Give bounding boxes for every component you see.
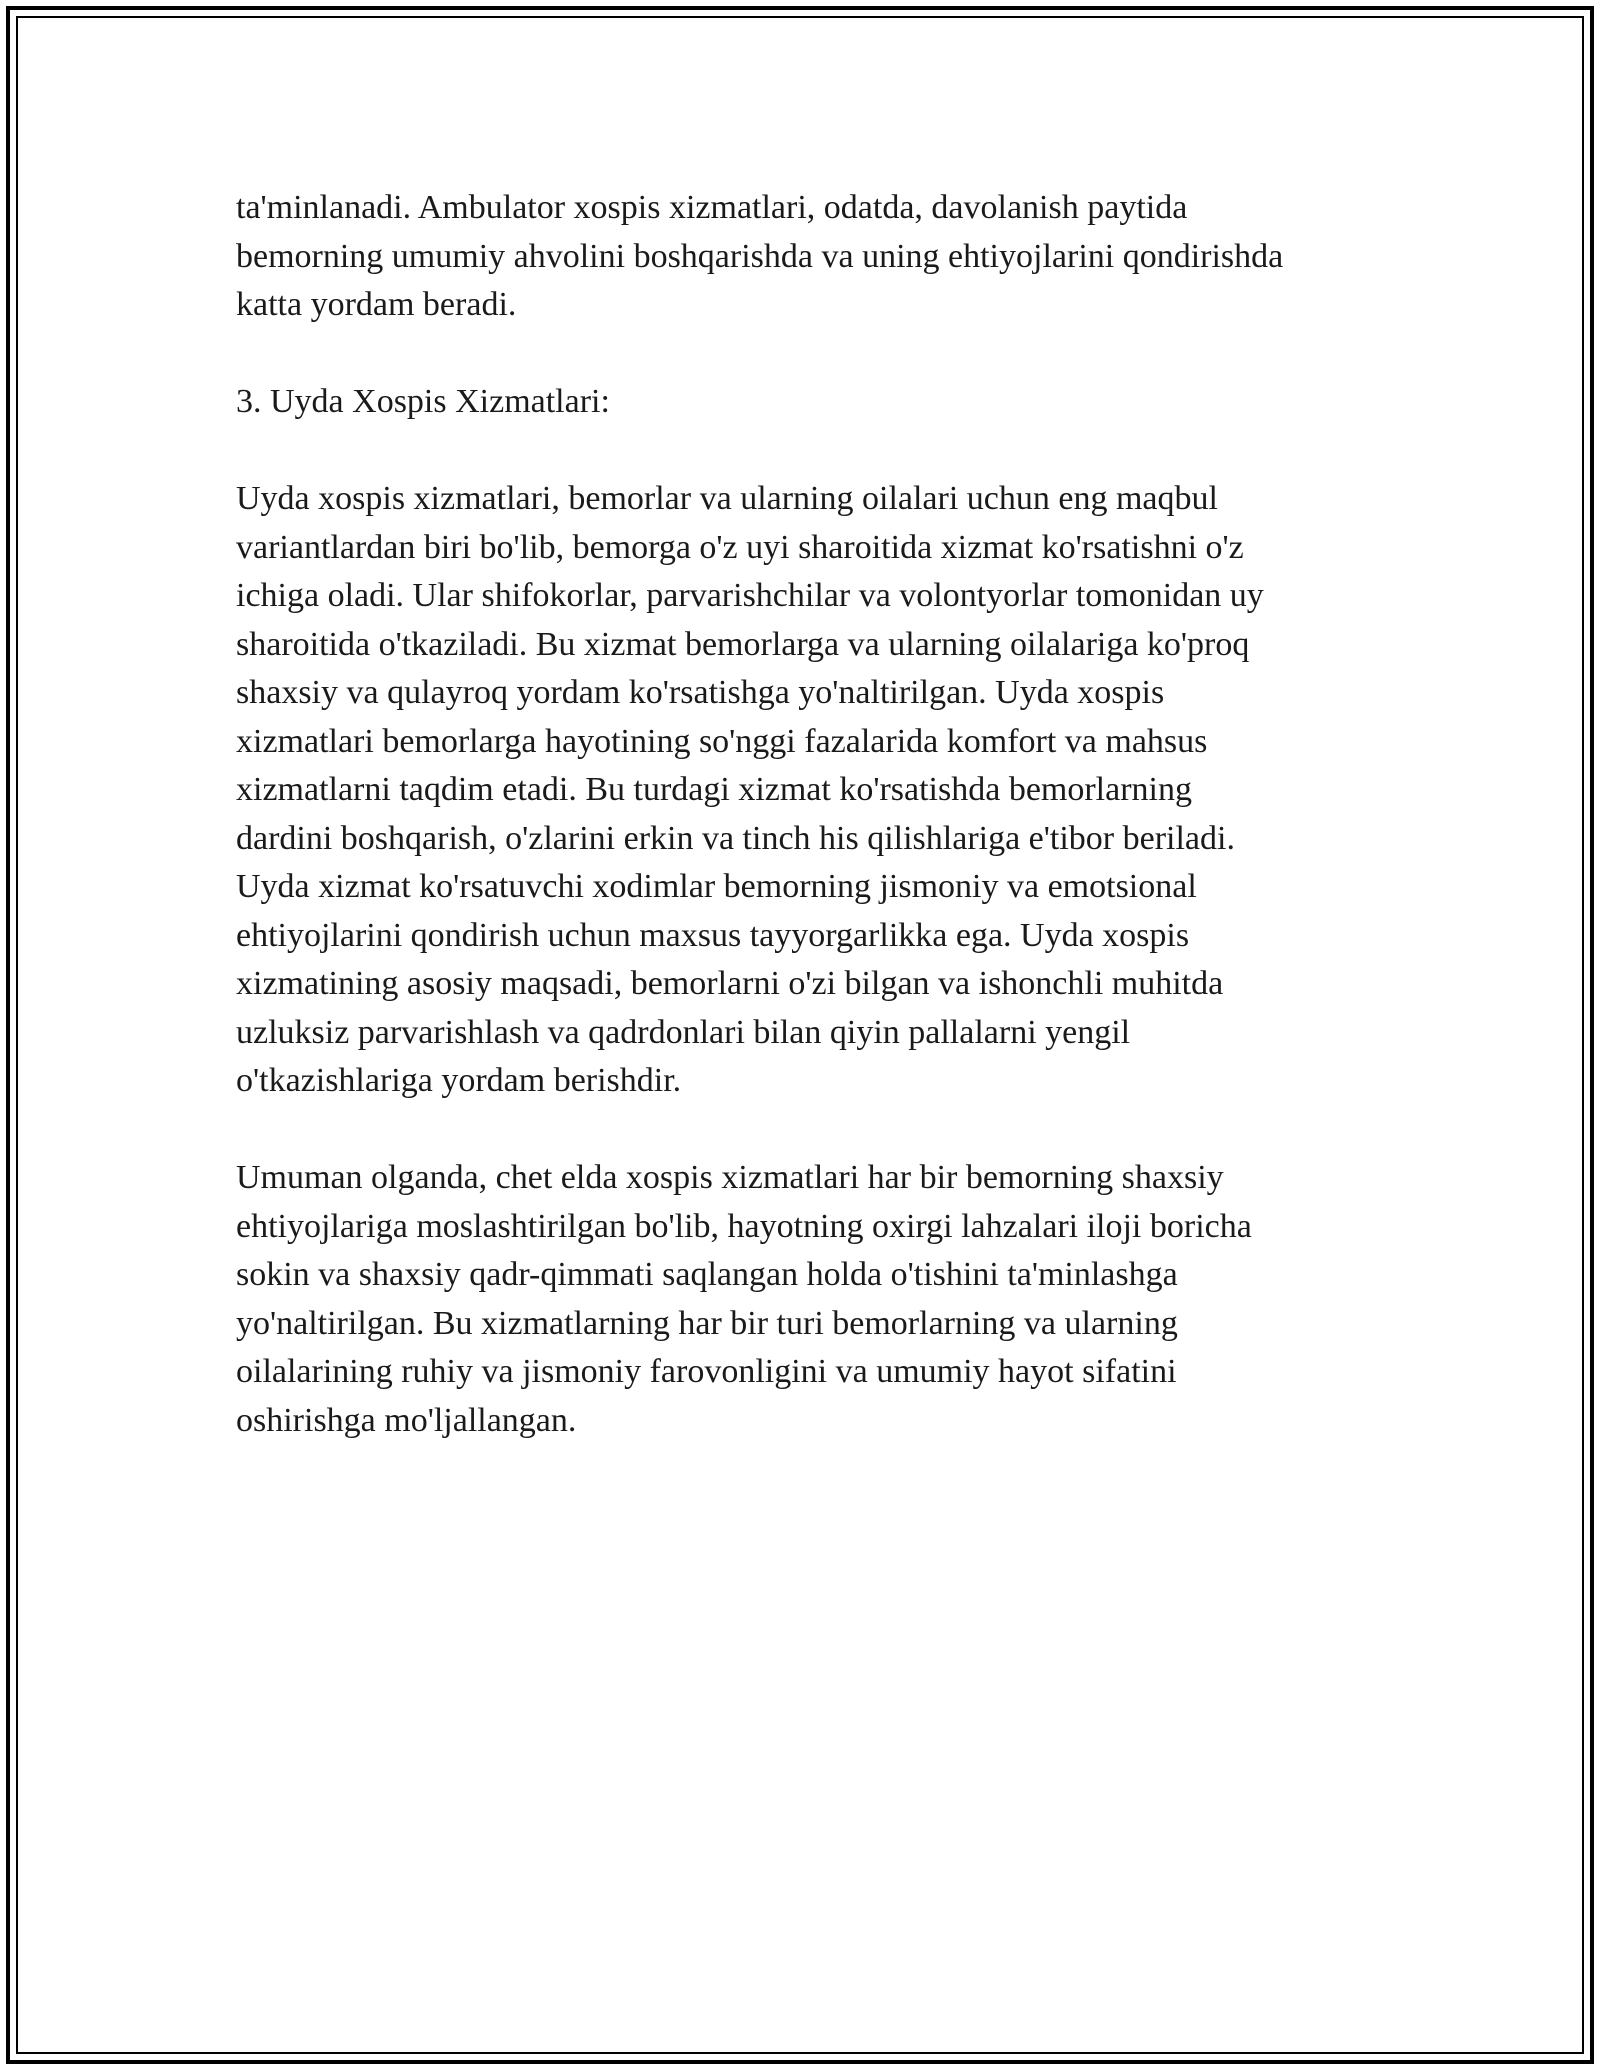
text-line: dardini boshqarish, o'zlarini erkin va tinch his qilishlariga e'tibor beriladi. bbox=[236, 819, 1235, 857]
text-line: uzluksiz parvarishlash va qadrdonlari bilan qiyin pallalarni yengil bbox=[236, 1013, 1131, 1051]
text-line: o'tkazishlariga yordam berishdir. bbox=[236, 1062, 682, 1099]
text-line: yo'naltirilgan. Bu xizmatlarning har bir turi bemorlarning va ularning bbox=[236, 1304, 1178, 1342]
text-line: oshirishga mo'ljallangan. bbox=[236, 1401, 577, 1439]
text-line: ta'minlanadi. Ambulator xospis xizmatlari, odatda, davolanish paytida bbox=[236, 189, 1188, 226]
text-line: bemorning umumiy ahvolini boshqarishda va uning ehtiyojlarini qondirishda bbox=[236, 237, 1284, 275]
text-line: shaxsiy va qulayroq yordam ko'rsatishga yo'naltirilgan. Uyda xospis bbox=[236, 674, 1165, 711]
paragraph-home-hospice bbox=[236, 475, 1376, 1106]
paragraph-continuation bbox=[236, 184, 1376, 330]
text-line: katta yordam beradi. bbox=[236, 286, 517, 323]
text-line: Umuman olganda, chet elda xospis xizmatlari har bir bemorning shaxsiy bbox=[236, 1159, 1224, 1196]
text-line: xizmatlarni taqdim etadi. Bu turdagi xizmat ko'rsatishda bemorlarning bbox=[236, 771, 1192, 808]
text-line: xizmatlari bemorlarga hayotining so'nggi fazalarida komfort va mahsus bbox=[236, 722, 1208, 760]
section-heading-text: 3. Uyda Xospis Xizmatlari: bbox=[236, 383, 610, 420]
paragraph-conclusion bbox=[236, 1154, 1376, 1445]
section-heading bbox=[236, 378, 1376, 427]
text-line: variantlardan biri bo'lib, bemorga o'z uyi sharoitida xizmat ko'rsatishni o'z bbox=[236, 528, 1244, 566]
text-line: oilalarining ruhiy va jismoniy farovonligini va umumiy hayot sifatini bbox=[236, 1353, 1177, 1390]
text-line: sharoitida o'tkaziladi. Bu xizmat bemorlarga va ularning oilalariga ko'proq bbox=[236, 625, 1250, 663]
text-line: Uyda xizmat ko'rsatuvchi xodimlar bemorning jismoniy va emotsional bbox=[236, 868, 1197, 905]
text-line: ichiga oladi. Ular shifokorlar, parvarishchilar va volontyorlar tomonidan uy bbox=[236, 577, 1264, 614]
text-line: Uyda xospis xizmatlari, bemorlar va ularning oilalari uchun eng maqbul bbox=[236, 480, 1218, 517]
text-line: ehtiyojlariga moslashtirilgan bo'lib, hayotning oxirgi lahzalari iloji boricha bbox=[236, 1207, 1252, 1245]
text-line: xizmatining asosiy maqsadi, bemorlarni o'zi bilgan va ishonchli muhitda bbox=[236, 965, 1224, 1002]
document-body bbox=[236, 184, 1376, 1494]
text-line: sokin va shaxsiy qadr-qimmati saqlangan holda o'tishini ta'minlashga bbox=[236, 1256, 1178, 1293]
text-line: ehtiyojlarini qondirish uchun maxsus tayyorgarlikka ega. Uyda xospis bbox=[236, 916, 1190, 954]
